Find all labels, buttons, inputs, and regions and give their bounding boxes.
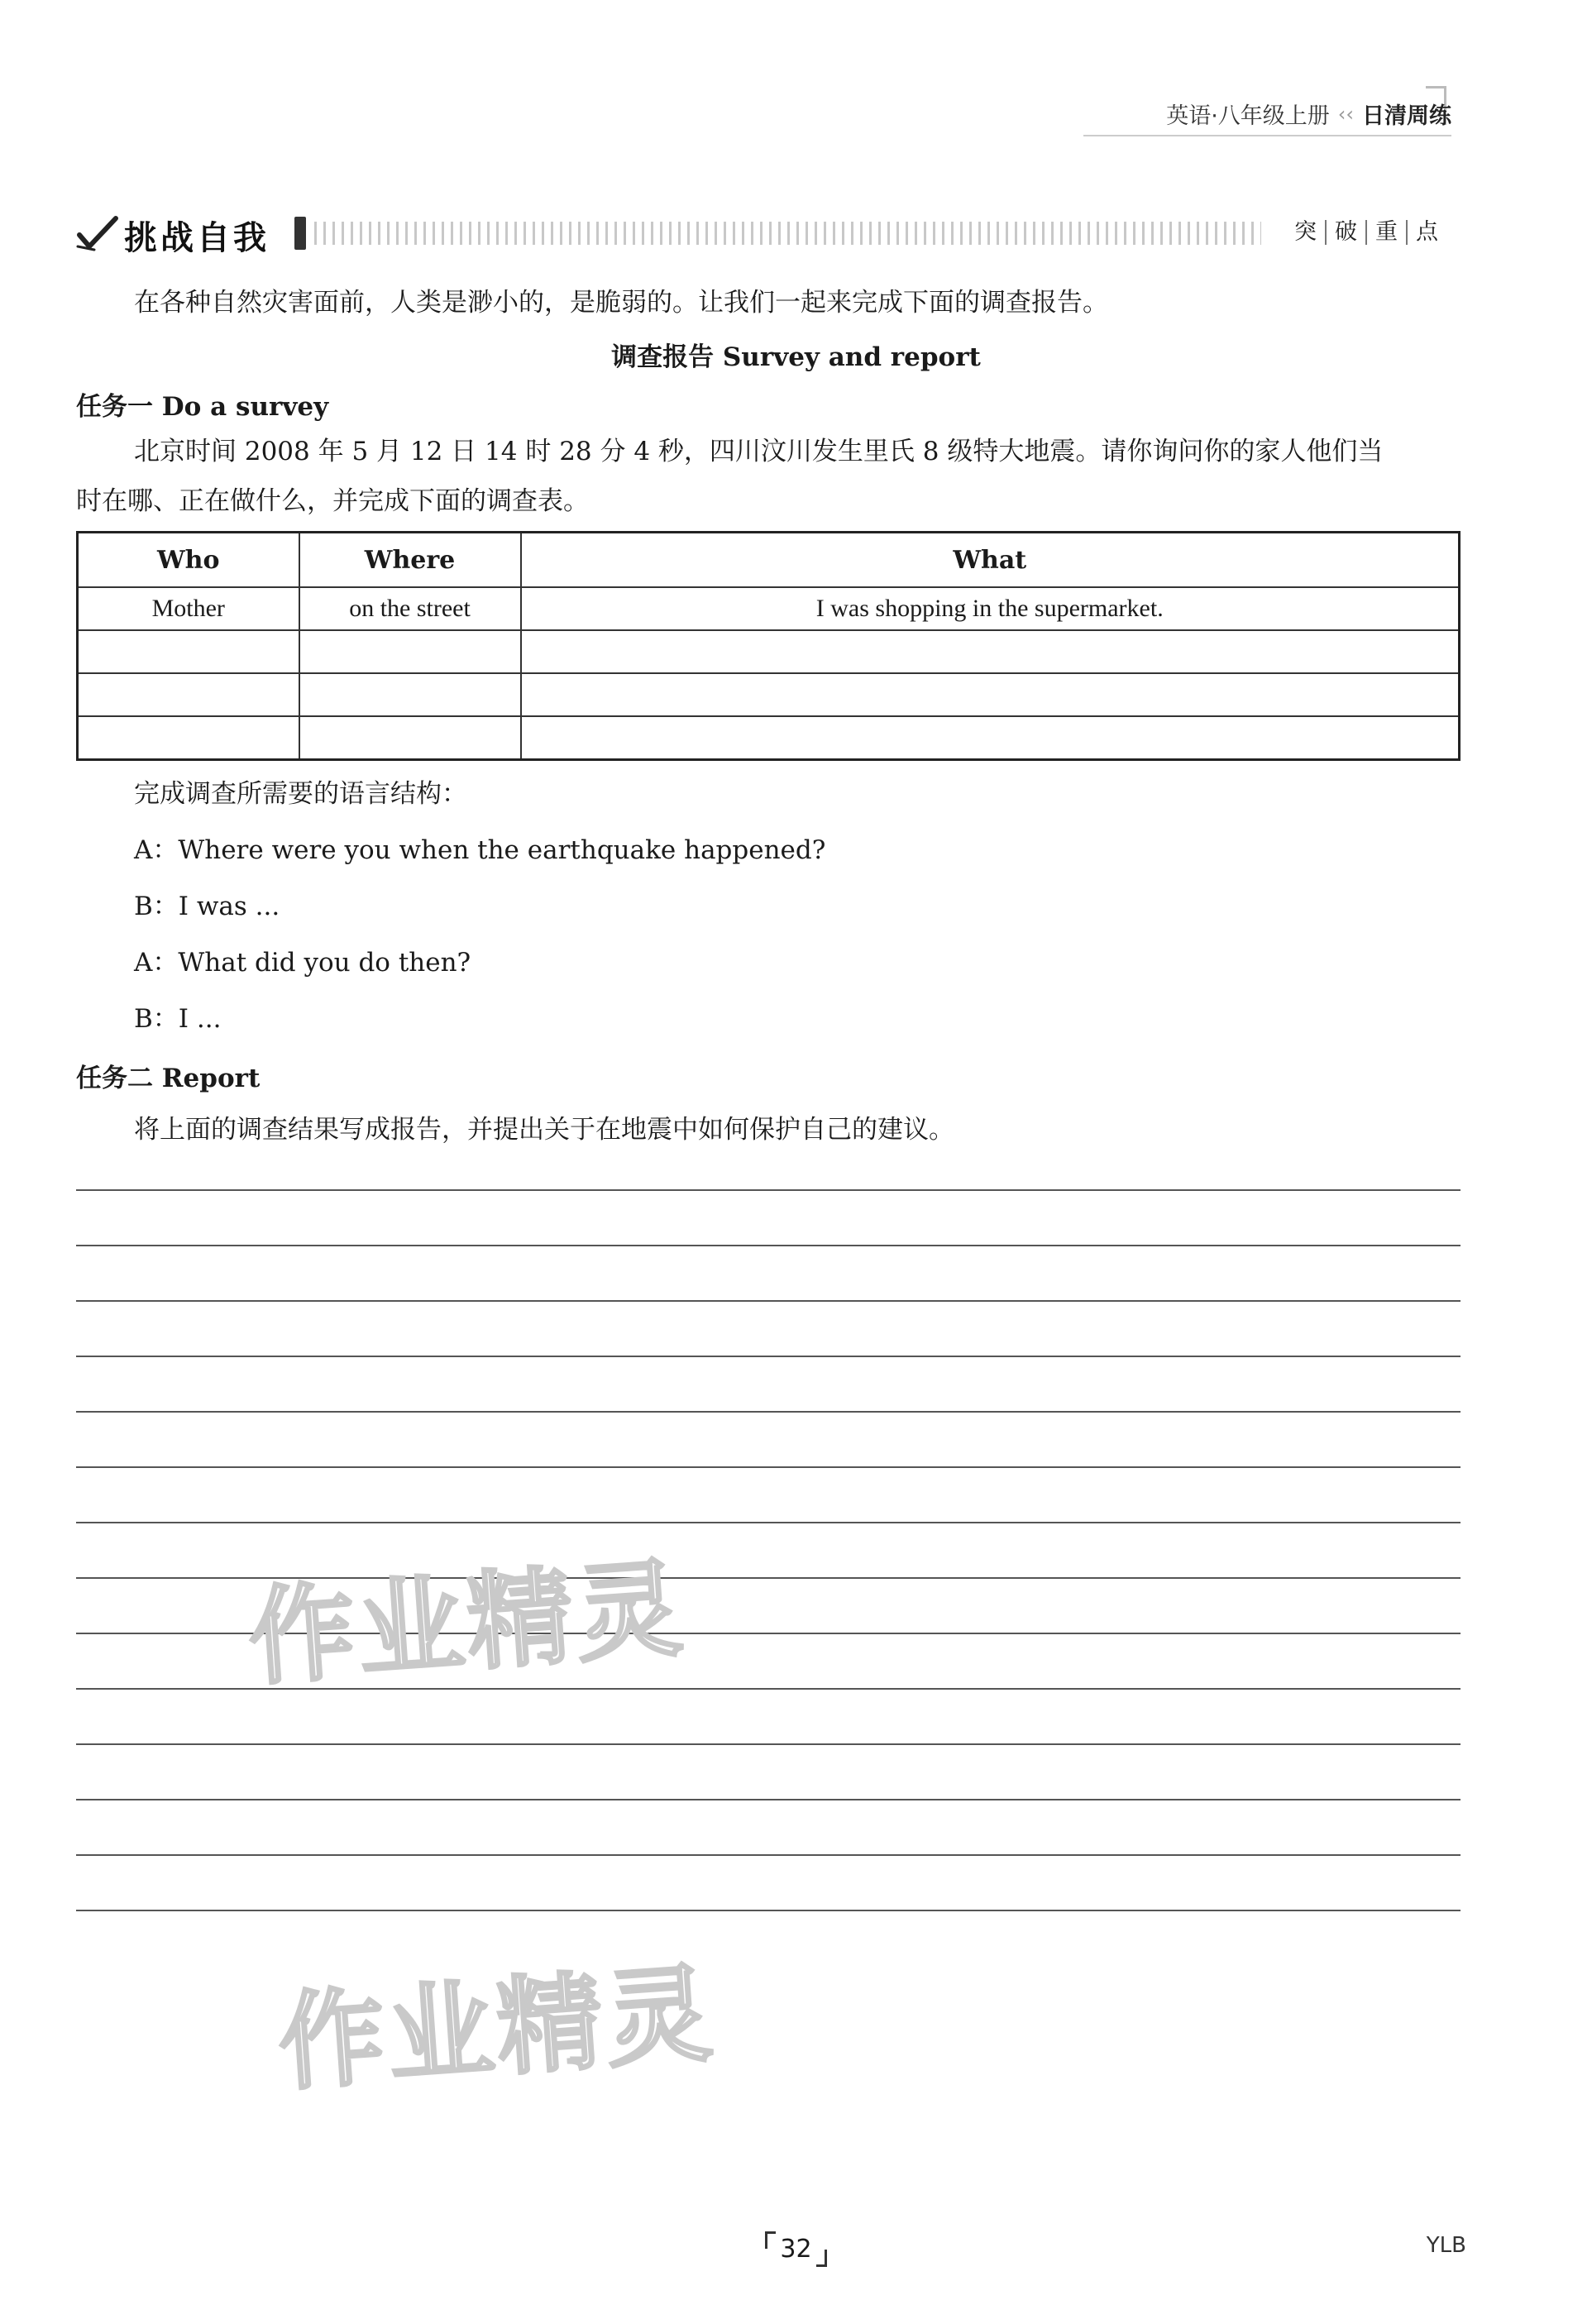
column-header-who: Who: [78, 533, 299, 588]
table-header-row: [78, 533, 1460, 588]
column-header-what: What: [521, 533, 1460, 588]
dialogue-line: A：What did you do then?: [134, 948, 471, 978]
section-tag-char: 突: [1294, 219, 1317, 245]
table-cell-what[interactable]: [521, 630, 1460, 673]
dialogue-line: B：I ...: [134, 1004, 222, 1034]
section-tag-char: 重: [1365, 220, 1406, 245]
task2-instruction: 将上面的调查结果写成报告，并提出关于在地震中如何保护自己的建议。: [134, 1115, 954, 1145]
table-row: [78, 630, 1460, 673]
task1-title: 任务一 Do a survey: [76, 392, 329, 422]
dialogue-line: B：I was ...: [134, 892, 280, 921]
writing-line[interactable]: [76, 1411, 1461, 1413]
table-cell-what[interactable]: [521, 673, 1460, 716]
section-tag: [1286, 220, 1446, 245]
survey-table: [76, 531, 1461, 761]
table-row: [78, 673, 1460, 716]
report-title: 调查报告 Survey and report: [611, 342, 981, 372]
page-number-value: 32: [765, 2231, 826, 2267]
table-cell-where[interactable]: [299, 630, 521, 673]
table-cell-where: on the street: [299, 587, 521, 630]
writing-line[interactable]: [76, 1189, 1461, 1191]
writing-line[interactable]: [76, 1245, 1461, 1246]
writing-line[interactable]: [76, 1799, 1461, 1800]
task1-instruction-line2: 时在哪、正在做什么，并完成下面的调查表。: [76, 486, 589, 516]
header-subject: 英语·八年级上册: [1166, 103, 1330, 129]
writing-line[interactable]: [76, 1910, 1461, 1911]
dialogue-line: A：Where were you when the earthquake happened?: [134, 835, 826, 865]
table-row: [78, 716, 1460, 760]
structures-intro: 完成调查所需要的语言结构：: [134, 779, 467, 809]
table-cell-who[interactable]: [78, 673, 299, 716]
chevron-left-icon: ‹‹: [1337, 102, 1354, 126]
page-number: [0, 2231, 1592, 2267]
running-header: [1166, 98, 1451, 130]
writing-line[interactable]: [76, 1356, 1461, 1357]
column-header-where: Where: [299, 533, 521, 588]
task1-instruction-line1: 北京时间 2008 年 5 月 12 日 14 时 28 分 4 秒，四川汶川发生里氏 8 级特大地震。请你询问你的家人他们当: [134, 437, 1384, 466]
title-accent-bar: [294, 217, 306, 250]
task2-title: 任务二 Report: [76, 1064, 261, 1093]
header-divider: [1083, 135, 1451, 136]
table-cell-who: Mother: [78, 587, 299, 630]
table-cell-what: I was shopping in the supermarket.: [521, 587, 1460, 630]
intro-paragraph: 在各种自然灾害面前，人类是渺小的，是脆弱的。让我们一起来完成下面的调查报告。: [134, 288, 1108, 318]
watermark-text: 作业精灵: [275, 1952, 720, 2106]
section-tag-char: 点: [1406, 220, 1446, 245]
table-row: [78, 587, 1460, 630]
section-title: 挑战自我: [124, 219, 270, 257]
table-cell-where[interactable]: [299, 673, 521, 716]
table-cell-who[interactable]: [78, 630, 299, 673]
writing-line[interactable]: [76, 1300, 1461, 1302]
writing-line[interactable]: [76, 1743, 1461, 1745]
watermark-text: 作业精灵: [245, 1547, 690, 1701]
table-cell-what[interactable]: [521, 716, 1460, 760]
header-series: 日清周练: [1362, 103, 1451, 129]
table-cell-where[interactable]: [299, 716, 521, 760]
footer-code: YLB: [1426, 2233, 1466, 2258]
writing-line[interactable]: [76, 1522, 1461, 1523]
section-tag-char: 破: [1325, 220, 1365, 245]
check-mark-icon: [76, 213, 119, 255]
dotted-band-decoration: [314, 222, 1261, 245]
table-cell-who[interactable]: [78, 716, 299, 760]
writing-line[interactable]: [76, 1466, 1461, 1468]
writing-line[interactable]: [76, 1854, 1461, 1856]
